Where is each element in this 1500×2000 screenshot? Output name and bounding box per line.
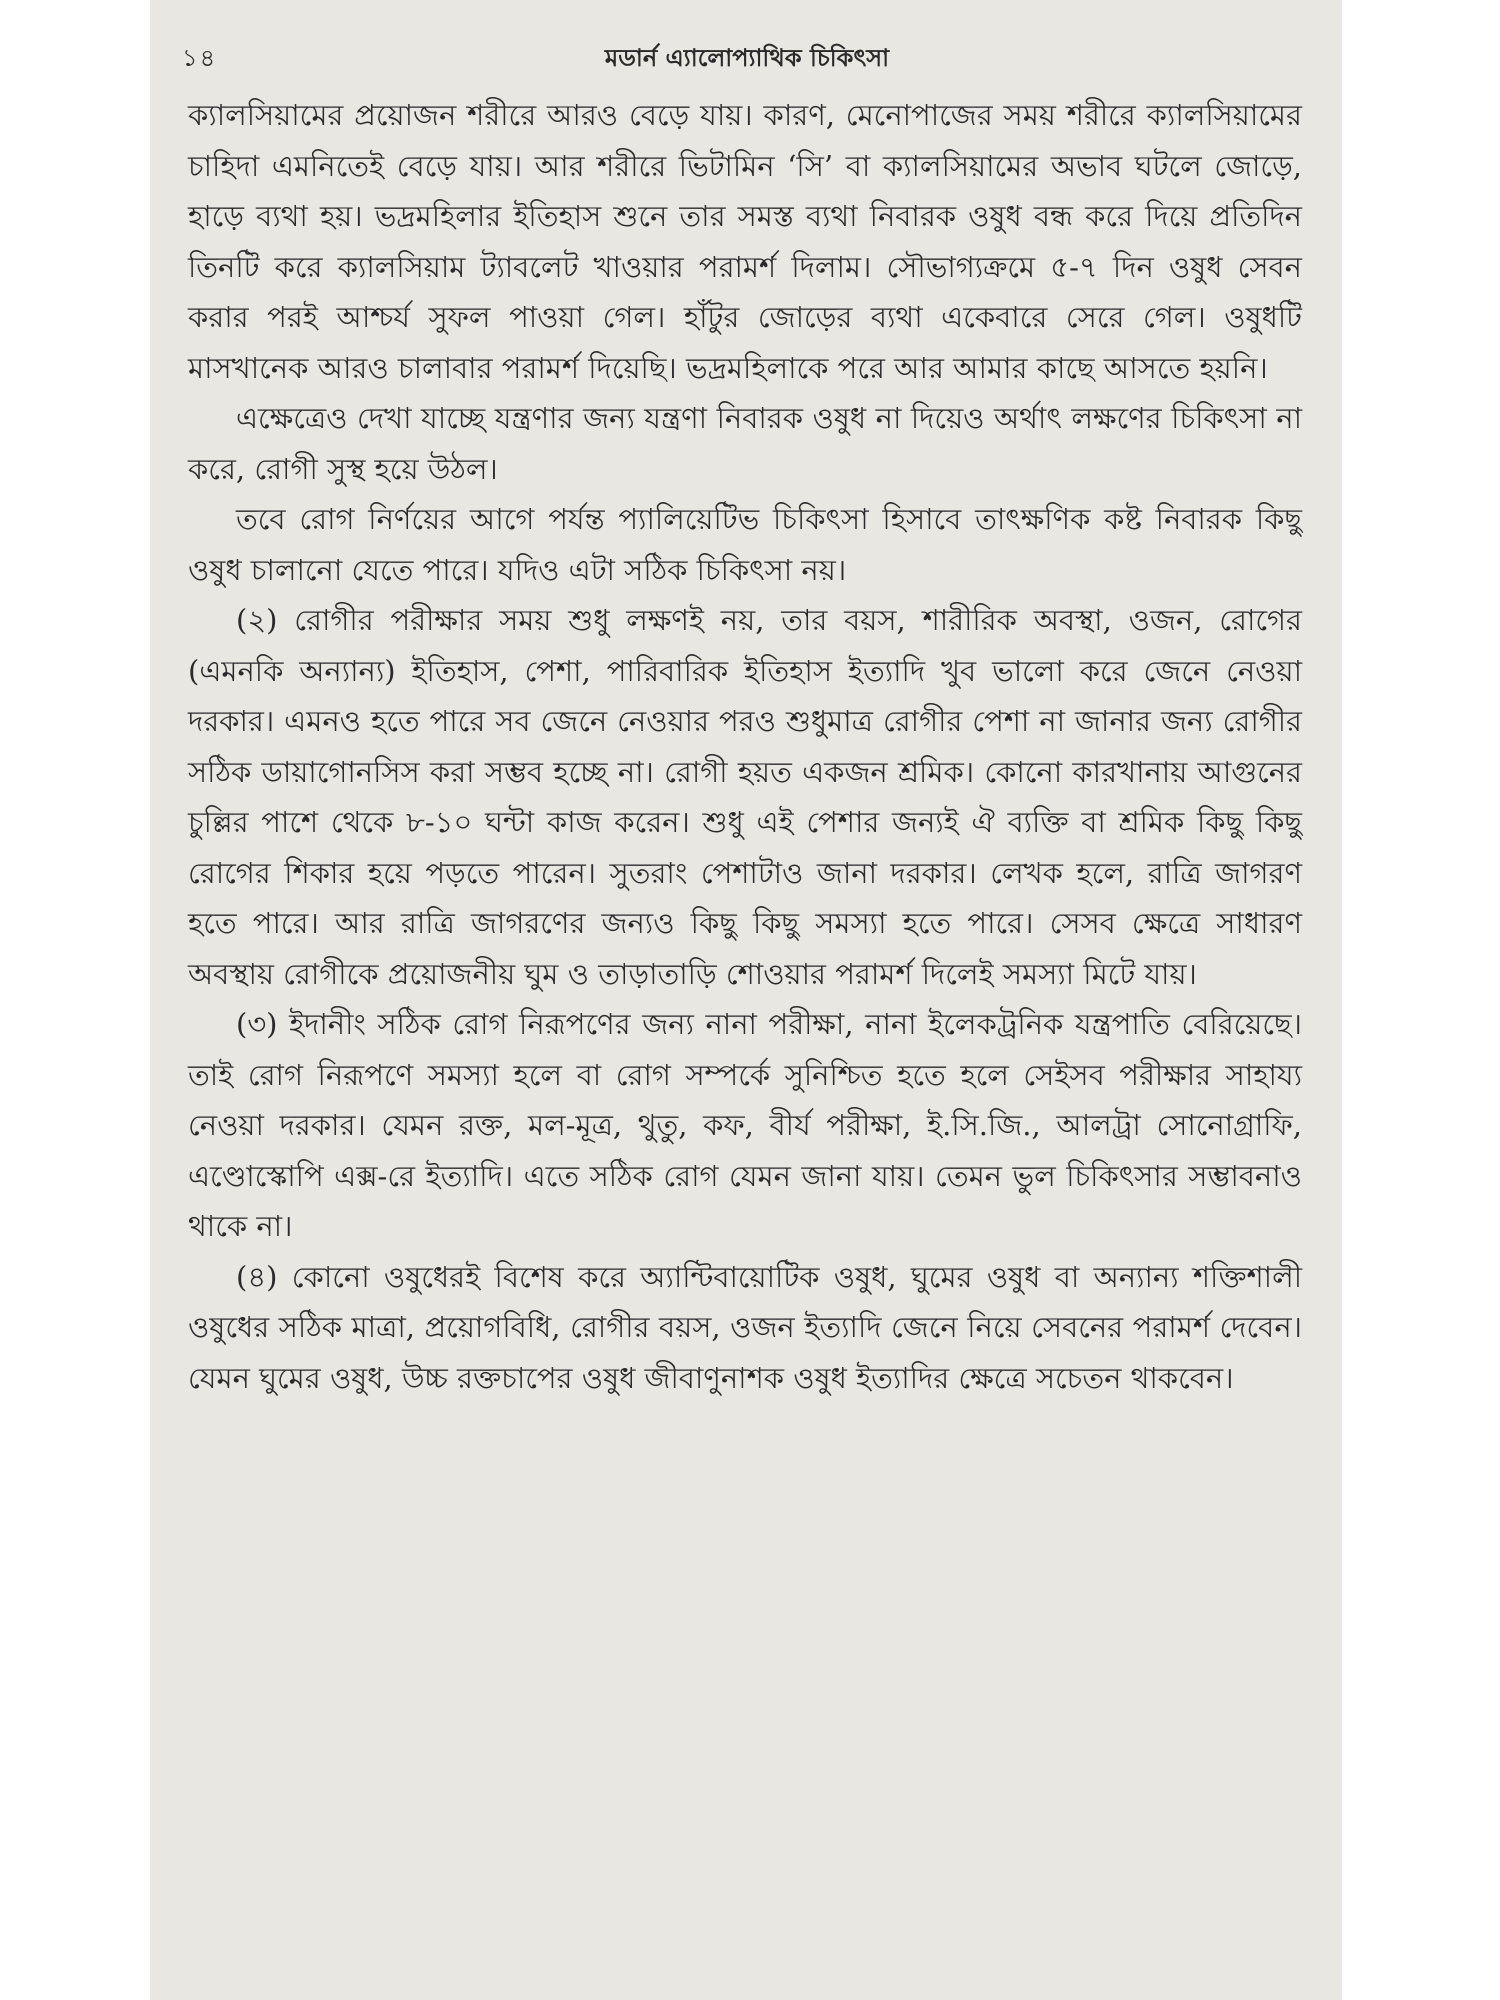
paragraph-point-4: (৪) কোনো ওষুধেরই বিশেষ করে অ্যান্টিবায়োটিক ওষুধ, ঘুমের ওষুধ বা অন্যান্য শক্তিশালী ওষুধের সঠিক মাত্রা, প্রয়োগবিধি, রোগীর বয়স, ওজন ইত্যাদি জেনে নিয়ে সেবনের পরামর্শ দেবেন। যেমন ঘুমের ওষুধ, উচ্চ রক্তচাপের ওষুধ জীবাণুনাশক ওষুধ ইত্যাদির ক্ষেত্রে সচেতন থাকবেন। [188, 1259, 1302, 1395]
paragraph: তবে রোগ নির্ণয়ের আগে পর্যন্ত প্যালিয়েটিভ চিকিৎসা হিসাবে তাৎক্ষণিক কষ্ট নিবারক কিছু ওষুধ চালানো যেতে পারে। যদিও এটা সঠিক চিকিৎসা নয়। [188, 502, 1302, 587]
paragraph: এক্ষেত্রেও দেখা যাচ্ছে যন্ত্রণার জন্য যন্ত্রণা নিবারক ওষুধ না দিয়েও অর্থাৎ লক্ষণের চিকিৎসা না করে, রোগী সুস্থ হয়ে উঠল। [188, 401, 1302, 486]
running-header [182, 40, 1312, 90]
paragraph-continued: ক্যালসিয়ামের প্রয়োজন শরীরে আরও বেড়ে যায়। কারণ, মেনোপাজের সময় শরীরে ক্যালসিয়ামের চাহিদা এমনিতেই বেড়ে যায়। আর শরীরে ভিটামিন ‘সি’ বা ক্যালসিয়ামের অভাব ঘটলে জোড়ে, হাড়ে ব্যথা হয়। ভদ্রমহিলার ইতিহাস শুনে তার সমস্ত ব্যথা নিবারক ওষুধ বন্ধ করে দিয়ে প্রতিদিন তিনটি করে ক্যালসিয়াম ট্যাবলেট খাওয়ার পরামর্শ দিলাম। সৌভাগ্যক্রমে ৫-৭ দিন ওষুধ সেবন করার পরই আশ্চর্য সুফল পাওয়া গেল। হাঁটুর জোড়ের ব্যথা একেবারে সেরে গেল। ওষুধটি মাসখানেক আরও চালাবার পরামর্শ দিয়েছি। ভদ্রমহিলাকে পরে আর আমার কাছে আসতে হয়নি। [188, 98, 1302, 385]
paragraph-point-3: (৩) ইদানীং সঠিক রোগ নিরূপণের জন্য নানা পরীক্ষা, নানা ইলেকট্রনিক যন্ত্রপাতি বেরিয়েছে। তাই রোগ নিরূপণে সমস্যা হলে বা রোগ সম্পর্কে সুনিশ্চিত হতে হলে সেইসব পরীক্ষার সাহায্য নেওয়া দরকার। যেমন রক্ত, মল-মূত্র, থুতু, কফ, বীর্য পরীক্ষা, ই.সি.জি., আলট্রা সোনোগ্রাফি, এণ্ডোস্কোপি এক্স-রে ইত্যাদি। এতে সঠিক রোগ যেমন জানা যায়। তেমন ভুল চিকিৎসার সম্ভাবনাও থাকে না। [188, 1007, 1302, 1243]
page-number: ১৪ [182, 44, 218, 72]
running-title: মডার্ন এ্যালোপ্যাথিক চিকিৎসা [604, 43, 890, 72]
paragraph-point-2: (২) রোগীর পরীক্ষার সময় শুধু লক্ষণই নয়, তার বয়স, শারীরিক অবস্থা, ওজন, রোগের (এমনকি অন্যান্য) ইতিহাস, পেশা, পারিবারিক ইতিহাস ইত্যাদি খুব ভালো করে জেনে নেওয়া দরকার। এমনও হতে পারে সব জেনে নেওয়ার পরও শুধুমাত্র রোগীর পেশা না জানার জন্য রোগীর সঠিক ডায়াগোনসিস করা সম্ভব হচ্ছে না। রোগী হয়ত একজন শ্রমিক। কোনো কারখানায় আগুনের চুল্লির পাশে থেকে ৮-১০ ঘন্টা কাজ করেন। শুধু এই পেশার জন্যই ঐ ব্যক্তি বা শ্রমিক কিছু কিছু রোগের শিকার হয়ে পড়তে পারেন। সুতরাং পেশাটাও জানা দরকার। লেখক হলে, রাত্রি জাগরণ হতে পারে। আর রাত্রি জাগরণের জন্যও কিছু কিছু সমস্যা হতে পারে। সেসব ক্ষেত্রে সাধারণ অবস্থায় রোগীকে প্রয়োজনীয় ঘুম ও তাড়াতাড়ি শোওয়ার পরামর্শ দিলেই সমস্যা মিটে যায়। [188, 603, 1302, 991]
body-text [188, 90, 1302, 1403]
book-page [150, 0, 1342, 2000]
